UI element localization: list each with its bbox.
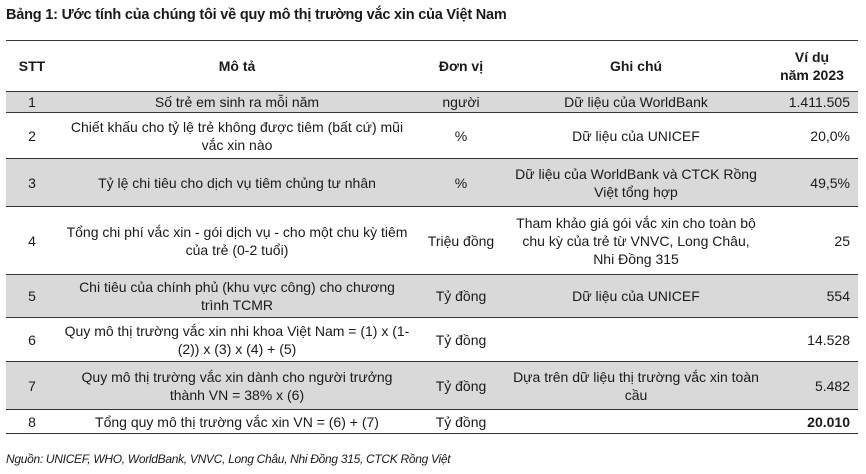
cell-ghi-chu: Tham khảo giá gói vắc xin cho toàn bộ chu kỳ của trẻ từ VNVC, Long Châu, Nhi Đồng 315 xyxy=(506,207,766,275)
cell-mo-ta: Tổng chi phí vắc xin - gói dịch vụ - cho một chu kỳ tiêm của trẻ (0-2 tuổi) xyxy=(58,207,416,275)
cell-ghi-chu: Dữ liệu của WorldBank xyxy=(506,92,766,113)
header-ghi-chu: Ghi chú xyxy=(506,41,766,92)
cell-mo-ta: Chi tiêu của chính phủ (khu vực công) cho chương trình TCMR xyxy=(58,275,416,318)
cell-value: 25 xyxy=(766,207,858,275)
table-row xyxy=(6,159,858,207)
cell-stt: 5 xyxy=(6,275,58,318)
cell-don-vi: % xyxy=(416,113,506,159)
table-row xyxy=(6,362,858,410)
cell-value: 5.482 xyxy=(766,362,858,410)
cell-value: 20,0% xyxy=(766,113,858,159)
cell-ghi-chu: Dữ liệu của UNICEF xyxy=(506,275,766,318)
cell-don-vi: Tỷ đồng xyxy=(416,362,506,410)
cell-ghi-chu: Dữ liệu của WorldBank và CTCK Rồng Việt tổng hợp xyxy=(506,159,766,207)
table-row xyxy=(6,113,858,159)
table-row xyxy=(6,207,858,275)
cell-value: 14.528 xyxy=(766,318,858,362)
table-row xyxy=(6,275,858,318)
table-row xyxy=(6,92,858,113)
cell-don-vi: người xyxy=(416,92,506,113)
header-vi-du: Ví dụ năm 2023 xyxy=(766,41,858,92)
source-note: Nguồn: UNICEF, WHO, WorldBank, VNVC, Long Châu, Nhi Đồng 315, CTCK Rồng Việt xyxy=(6,452,451,466)
cell-stt: 2 xyxy=(6,113,58,159)
cell-ghi-chu: Dựa trên dữ liệu thị trường vắc xin toàn cầu xyxy=(506,362,766,410)
cell-don-vi: Tỷ đồng xyxy=(416,318,506,362)
cell-stt: 1 xyxy=(6,92,58,113)
cell-don-vi: % xyxy=(416,159,506,207)
cell-ghi-chu xyxy=(506,410,766,434)
cell-mo-ta: Tổng quy mô thị trường vắc xin VN = (6) + (7) xyxy=(58,410,416,434)
cell-mo-ta: Chiết khấu cho tỷ lệ trẻ không được tiêm (bất cứ) mũi vắc xin nào xyxy=(58,113,416,159)
cell-stt: 6 xyxy=(6,318,58,362)
header-mo-ta: Mô tả xyxy=(58,41,416,92)
cell-value: 1.411.505 xyxy=(766,92,858,113)
cell-stt: 3 xyxy=(6,159,58,207)
cell-don-vi: Triệu đồng xyxy=(416,207,506,275)
cell-ghi-chu xyxy=(506,318,766,362)
table-title: Bảng 1: Ước tính của chúng tôi về quy mô thị trường vắc xin của Việt Nam xyxy=(6,7,507,23)
header-stt: STT xyxy=(6,41,58,92)
table-row xyxy=(6,318,858,362)
cell-value: 20.010 xyxy=(766,410,858,434)
cell-mo-ta: Số trẻ em sinh ra mỗi năm xyxy=(58,92,416,113)
header-don-vi: Đơn vị xyxy=(416,41,506,92)
vaccine-market-table xyxy=(6,40,858,434)
cell-stt: 7 xyxy=(6,362,58,410)
cell-mo-ta: Quy mô thị trường vắc xin nhi khoa Việt Nam = (1) x (1-(2)) x (3) x (4) + (5) xyxy=(58,318,416,362)
cell-don-vi: Tỷ đồng xyxy=(416,275,506,318)
cell-value: 49,5% xyxy=(766,159,858,207)
cell-stt: 4 xyxy=(6,207,58,275)
cell-mo-ta: Quy mô thị trường vắc xin dành cho người trưởng thành VN = 38% x (6) xyxy=(58,362,416,410)
cell-stt: 8 xyxy=(6,410,58,434)
cell-value: 554 xyxy=(766,275,858,318)
table-row-total xyxy=(6,410,858,434)
cell-ghi-chu: Dữ liệu của UNICEF xyxy=(506,113,766,159)
table-header-row xyxy=(6,41,858,92)
cell-mo-ta: Tỷ lệ chi tiêu cho dịch vụ tiêm chủng tư nhân xyxy=(58,159,416,207)
cell-don-vi: Tỷ đồng xyxy=(416,410,506,434)
